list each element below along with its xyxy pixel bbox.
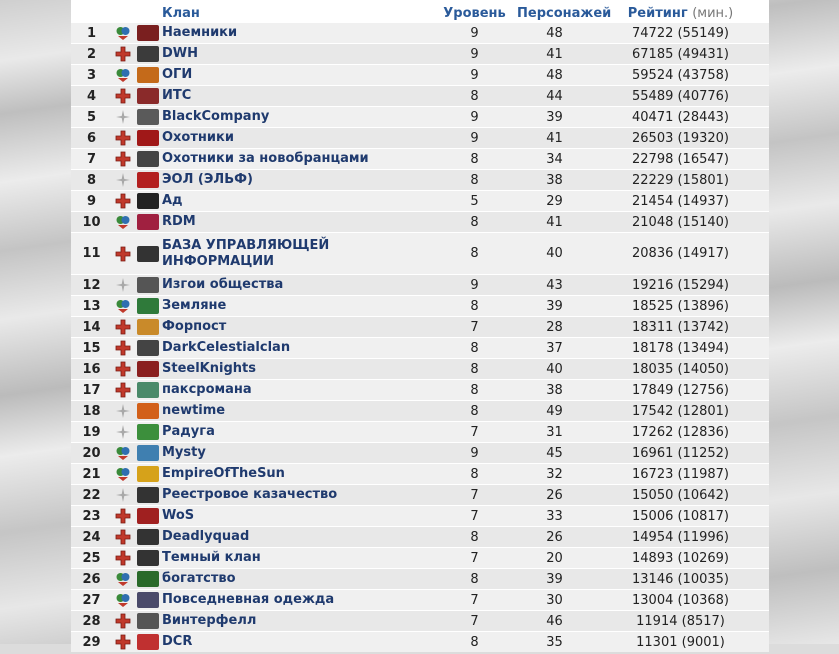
level-cell: 8: [432, 212, 517, 233]
members-cell: 45: [517, 443, 592, 464]
table-row: [71, 359, 769, 380]
nature-race-icon: [115, 466, 131, 482]
table-row: [71, 170, 769, 191]
members-cell: 40: [517, 233, 592, 275]
rank-cell: 27: [71, 590, 112, 611]
rating-cell: 22229 (15801): [592, 170, 769, 191]
dragon-logo-icon[interactable]: [137, 214, 159, 230]
rank-cell: 15: [71, 338, 112, 359]
rating-cell: 16961 (11252): [592, 443, 769, 464]
rating-cell: 20836 (14917): [592, 233, 769, 275]
rank-cell: 28: [71, 611, 112, 632]
rank-cell: 1: [71, 23, 112, 44]
members-cell: 38: [517, 380, 592, 401]
cross-race-icon: [115, 529, 131, 545]
table-row: [71, 128, 769, 149]
members-cell: 28: [517, 317, 592, 338]
clan-name-link[interactable]: Изгои общества: [162, 275, 432, 296]
level-cell: 8: [432, 632, 517, 653]
level-cell: 8: [432, 527, 517, 548]
table-row: [71, 611, 769, 632]
clan-name-link[interactable]: DarkCelestialclan: [162, 338, 432, 359]
level-cell: 7: [432, 611, 517, 632]
level-cell: 9: [432, 23, 517, 44]
rank-cell: 20: [71, 443, 112, 464]
rating-label: Рейтинг: [627, 5, 688, 21]
clan-name-link[interactable]: Наемники: [162, 23, 432, 44]
rank-cell: 12: [71, 275, 112, 296]
eagle-logo-icon[interactable]: [137, 277, 159, 293]
level-cell: 7: [432, 422, 517, 443]
rank-cell: 4: [71, 86, 112, 107]
table-row: [71, 317, 769, 338]
level-cell: 8: [432, 401, 517, 422]
members-cell: 49: [517, 401, 592, 422]
rating-cell: 14954 (11996): [592, 527, 769, 548]
table-row: [71, 485, 769, 506]
clan-name-link[interactable]: ИТС: [162, 86, 432, 107]
rating-cell: 18311 (13742): [592, 317, 769, 338]
rating-cell: 16723 (11987): [592, 464, 769, 485]
rank-cell: 23: [71, 506, 112, 527]
cross-race-icon: [115, 88, 131, 104]
rating-cell: 21454 (14937): [592, 191, 769, 212]
level-cell: 8: [432, 569, 517, 590]
clan-name-link[interactable]: Охотники за новобранцами: [162, 149, 432, 170]
tiger-logo-icon[interactable]: [137, 319, 159, 335]
table-row: [71, 107, 769, 128]
rating-cell: 18035 (14050): [592, 359, 769, 380]
rating-cell: 15050 (10642): [592, 485, 769, 506]
rating-cell: 40471 (28443): [592, 107, 769, 128]
table-row: [71, 590, 769, 611]
rating-cell: 15006 (10817): [592, 506, 769, 527]
rating-min-label: (мин.): [692, 5, 734, 21]
rating-cell: 19216 (15294): [592, 275, 769, 296]
clan-name-link[interactable]: DWH: [162, 44, 432, 65]
level-cell: 8: [432, 380, 517, 401]
members-cell: 35: [517, 632, 592, 653]
clan-rating-table: [71, 4, 769, 652]
members-cell: 41: [517, 128, 592, 149]
rating-cell: 22798 (16547): [592, 149, 769, 170]
skull2-logo-icon[interactable]: [137, 529, 159, 545]
dcr-logo-icon[interactable]: [137, 634, 159, 650]
shield-logo-icon[interactable]: [137, 109, 159, 125]
members-cell: 38: [517, 170, 592, 191]
members-cell: 30: [517, 590, 592, 611]
cross-race-icon: [115, 508, 131, 524]
cross-race-icon: [115, 361, 131, 377]
rank-cell: 11: [71, 233, 112, 275]
table-row: [71, 44, 769, 65]
level-cell: 5: [432, 191, 517, 212]
level-cell: 7: [432, 548, 517, 569]
rating-cell: 17262 (12836): [592, 422, 769, 443]
rating-cell: 13146 (10035): [592, 569, 769, 590]
table-row: [71, 86, 769, 107]
rank-cell: 16: [71, 359, 112, 380]
cross-race-icon: [115, 613, 131, 629]
members-cell: 39: [517, 107, 592, 128]
rank-cell: 13: [71, 296, 112, 317]
clan-name-link[interactable]: Повседневная одежда: [162, 590, 432, 611]
table-row: [71, 632, 769, 653]
nature-race-icon: [115, 445, 131, 461]
table-row: [71, 296, 769, 317]
level-cell: 9: [432, 275, 517, 296]
hand-logo-icon[interactable]: [137, 246, 159, 262]
sun-logo-icon[interactable]: [137, 466, 159, 482]
table-row: [71, 275, 769, 296]
members-cell: 40: [517, 359, 592, 380]
clan-name-link[interactable]: RDM: [162, 212, 432, 233]
crest-logo-icon[interactable]: [137, 445, 159, 461]
rating-cell: 17849 (12756): [592, 380, 769, 401]
rating-cell: 18178 (13494): [592, 338, 769, 359]
level-cell: 9: [432, 443, 517, 464]
rank-cell: 3: [71, 65, 112, 86]
claw-logo-icon[interactable]: [137, 46, 159, 62]
cross-race-icon: [115, 319, 131, 335]
neutral-race-icon: [115, 109, 131, 125]
cross-race-icon: [115, 634, 131, 650]
table-row: [71, 380, 769, 401]
level-cell: 7: [432, 317, 517, 338]
level-cell: 7: [432, 506, 517, 527]
orb-logo-icon[interactable]: [137, 340, 159, 356]
cross-race-icon: [115, 193, 131, 209]
neutral-race-icon: [115, 424, 131, 440]
cross-race-icon: [115, 151, 131, 167]
rating-cell: 26503 (19320): [592, 128, 769, 149]
members-column-header[interactable]: Персонажей: [517, 5, 612, 21]
members-cell: 39: [517, 569, 592, 590]
rank-cell: 7: [71, 149, 112, 170]
table-row: [71, 443, 769, 464]
neutral-race-icon: [115, 403, 131, 419]
level-cell: 8: [432, 86, 517, 107]
clan-name-link[interactable]: SteelKnights: [162, 359, 432, 380]
table-row: [71, 23, 769, 44]
table-row: [71, 338, 769, 359]
rating-cell: 11301 (9001): [592, 632, 769, 653]
table-row: [71, 65, 769, 86]
clan-name-link[interactable]: Deadlyquad: [162, 527, 432, 548]
members-cell: 31: [517, 422, 592, 443]
rhino-logo-icon[interactable]: [137, 592, 159, 608]
table-row: [71, 191, 769, 212]
table-row: [71, 212, 769, 233]
clan-name-link[interactable]: Темный клан: [162, 548, 432, 569]
table-header: [71, 4, 769, 23]
wolf-logo-icon[interactable]: [137, 25, 159, 41]
fire-logo-icon[interactable]: [137, 403, 159, 419]
clan-name-link[interactable]: DCR: [162, 632, 432, 653]
rank-cell: 5: [71, 107, 112, 128]
skull-logo-icon[interactable]: [137, 130, 159, 146]
level-cell: 9: [432, 107, 517, 128]
clan-name-link[interactable]: богатство: [162, 569, 432, 590]
rank-cell: 9: [71, 191, 112, 212]
cross-race-icon: [115, 550, 131, 566]
rating-cell: 18525 (13896): [592, 296, 769, 317]
clan-name-link[interactable]: Форпост: [162, 317, 432, 338]
cross-race-icon: [115, 382, 131, 398]
nature-race-icon: [115, 214, 131, 230]
rank-cell: 25: [71, 548, 112, 569]
level-cell: 7: [432, 485, 517, 506]
table-row: [71, 422, 769, 443]
level-cell: 8: [432, 464, 517, 485]
rainbow-logo-icon[interactable]: [137, 424, 159, 440]
level-cell: 9: [432, 128, 517, 149]
rating-cell: 13004 (10368): [592, 590, 769, 611]
clan-name-link[interactable]: Ад: [162, 191, 432, 212]
clan-name-link[interactable]: паксромана: [162, 380, 432, 401]
rating-column-header[interactable]: [592, 4, 769, 23]
level-cell: 8: [432, 233, 517, 275]
level-cell: 9: [432, 44, 517, 65]
table-row: [71, 506, 769, 527]
rank-cell: 8: [71, 170, 112, 191]
nature-race-icon: [115, 571, 131, 587]
rank-cell: 10: [71, 212, 112, 233]
rank-cell: 22: [71, 485, 112, 506]
landscape-logo-icon[interactable]: [137, 382, 159, 398]
rank-cell: 2: [71, 44, 112, 65]
rank-cell: 18: [71, 401, 112, 422]
members-cell: 43: [517, 275, 592, 296]
clan-name-link[interactable]: БАЗА УПРАВЛЯЮЩЕЙ ИНФОРМАЦИИ: [162, 233, 432, 275]
rank-cell: 24: [71, 527, 112, 548]
rank-cell: 21: [71, 464, 112, 485]
clan-column-header[interactable]: Клан: [162, 5, 200, 21]
level-cell: 8: [432, 149, 517, 170]
table-row: [71, 527, 769, 548]
hood-logo-icon[interactable]: [137, 550, 159, 566]
rank-cell: 29: [71, 632, 112, 653]
clan-rows: [71, 23, 769, 653]
clan-name-link[interactable]: ЭОЛ (ЭЛЬФ): [162, 170, 432, 191]
blade-logo-icon[interactable]: [137, 571, 159, 587]
clan-name-link[interactable]: Реестровое казачество: [162, 485, 432, 506]
members-cell: 37: [517, 338, 592, 359]
clan-name-link[interactable]: Винтерфелл: [162, 611, 432, 632]
rating-cell: 67185 (49431): [592, 44, 769, 65]
cross-race-icon: [115, 46, 131, 62]
nature-race-icon: [115, 592, 131, 608]
level-cell: 8: [432, 296, 517, 317]
members-cell: 33: [517, 506, 592, 527]
w-logo-icon[interactable]: [137, 508, 159, 524]
members-cell: 32: [517, 464, 592, 485]
clan-name-link[interactable]: EmpireOfTheSun: [162, 464, 432, 485]
members-cell: 20: [517, 548, 592, 569]
level-column-header[interactable]: Уровень: [443, 5, 506, 21]
members-cell: 44: [517, 86, 592, 107]
neutral-race-icon: [115, 277, 131, 293]
trident-logo-icon[interactable]: [137, 487, 159, 503]
members-cell: 29: [517, 191, 592, 212]
rating-cell: 59524 (43758): [592, 65, 769, 86]
demon-logo-icon[interactable]: [137, 193, 159, 209]
clan-name-link[interactable]: Земляне: [162, 296, 432, 317]
rating-cell: 11914 (8517): [592, 611, 769, 632]
rank-cell: 6: [71, 128, 112, 149]
level-cell: 8: [432, 170, 517, 191]
members-cell: 26: [517, 527, 592, 548]
members-cell: 34: [517, 149, 592, 170]
table-row: [71, 569, 769, 590]
level-cell: 7: [432, 590, 517, 611]
clan-name-link[interactable]: ОГИ: [162, 65, 432, 86]
clan-name-link[interactable]: newtime: [162, 401, 432, 422]
rating-cell: 21048 (15140): [592, 212, 769, 233]
rank-cell: 14: [71, 317, 112, 338]
table-row: [71, 233, 769, 275]
members-cell: 46: [517, 611, 592, 632]
neutral-race-icon: [115, 172, 131, 188]
clan-name-link[interactable]: BlackCompany: [162, 107, 432, 128]
members-cell: 41: [517, 212, 592, 233]
nature-race-icon: [115, 298, 131, 314]
rating-cell: 74722 (55149): [592, 23, 769, 44]
table-row: [71, 548, 769, 569]
cross-race-icon: [115, 246, 131, 262]
table-row: [71, 149, 769, 170]
castle-logo-icon[interactable]: [137, 361, 159, 377]
wings-logo-icon[interactable]: [137, 172, 159, 188]
level-cell: 9: [432, 65, 517, 86]
members-cell: 26: [517, 485, 592, 506]
rank-cell: 26: [71, 569, 112, 590]
level-cell: 8: [432, 359, 517, 380]
rating-cell: 17542 (12801): [592, 401, 769, 422]
rating-cell: 14893 (10269): [592, 548, 769, 569]
clan-name-link[interactable]: Радуга: [162, 422, 432, 443]
cross-race-icon: [115, 340, 131, 356]
table-row: [71, 464, 769, 485]
nature-race-icon: [115, 25, 131, 41]
members-cell: 48: [517, 65, 592, 86]
clan-name-link[interactable]: Охотники: [162, 128, 432, 149]
leaf-logo-icon[interactable]: [137, 298, 159, 314]
clan-name-link[interactable]: WoS: [162, 506, 432, 527]
clan-name-link[interactable]: Mysty: [162, 443, 432, 464]
table-row: [71, 401, 769, 422]
sword-logo-icon[interactable]: [137, 67, 159, 83]
members-cell: 48: [517, 23, 592, 44]
rating-cell: 55489 (40776): [592, 86, 769, 107]
cross-race-icon: [115, 130, 131, 146]
knight-logo-icon[interactable]: [137, 613, 159, 629]
rank-cell: 19: [71, 422, 112, 443]
rank-cell: 17: [71, 380, 112, 401]
neutral-race-icon: [115, 487, 131, 503]
mask-logo-icon[interactable]: [137, 88, 159, 104]
members-cell: 41: [517, 44, 592, 65]
nature-race-icon: [115, 67, 131, 83]
beast-logo-icon[interactable]: [137, 151, 159, 167]
members-cell: 39: [517, 296, 592, 317]
level-cell: 8: [432, 338, 517, 359]
